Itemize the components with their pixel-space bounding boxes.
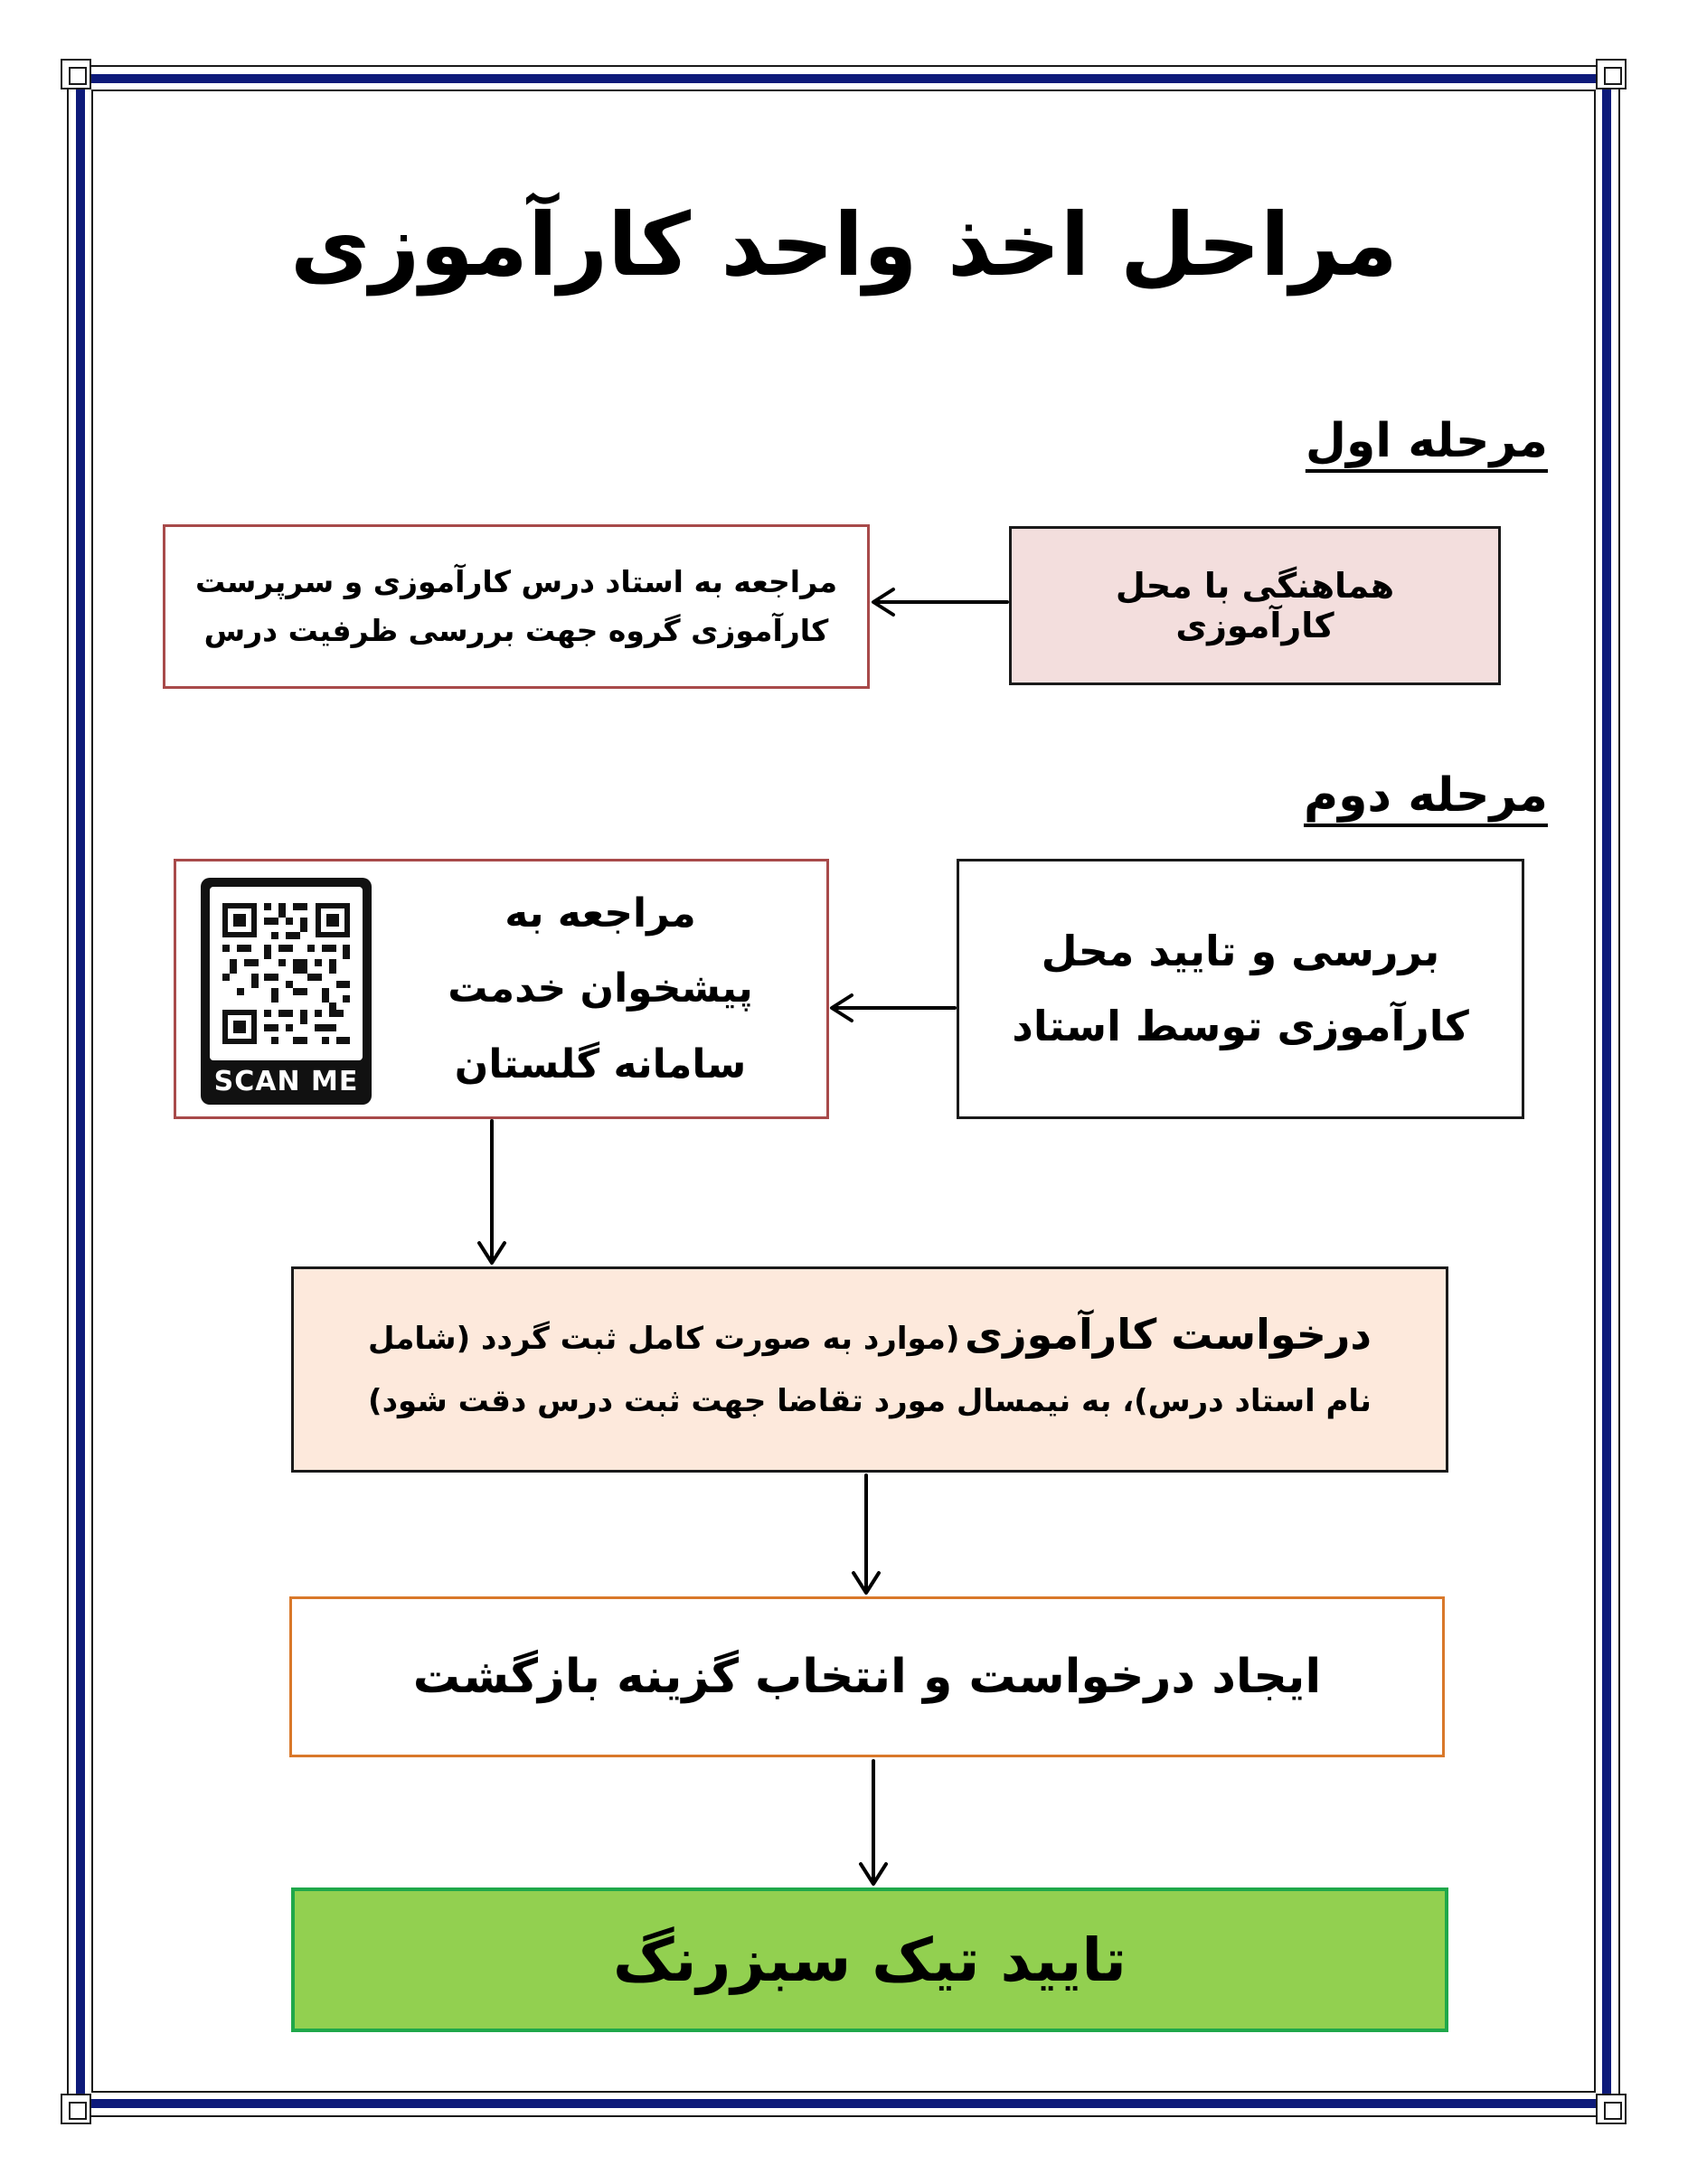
confirm-box [291, 1887, 1448, 2032]
step2-heading: مرحله دوم [1303, 768, 1548, 823]
frame-corner-bottom-right [1596, 2094, 1627, 2124]
qr-code[interactable] [201, 878, 372, 1105]
request-box [291, 1266, 1448, 1473]
step2-golestan-box [174, 859, 829, 1119]
frame-corner-bottom-left [61, 2094, 91, 2124]
step1-refer-text: مراجعه به استاد درس کارآموزی و سرپرست کارآموزی گروه جهت بررسی ظرفیت درس [194, 563, 838, 648]
step1-coordinate-box [1009, 526, 1501, 685]
frame-corner-top-left [61, 59, 91, 89]
frame-corner-top-right [1596, 59, 1627, 89]
request-note: (موارد به صورت کامل ثبت گردد (شامل نام استاد درس)، به نیمسال مورد تقاضا جهت ثبت درس دقت شود) [367, 1321, 1372, 1420]
step2-approve-box [957, 859, 1524, 1119]
step1-coordinate-text: هماهنگی با محل کارآموزی [1115, 566, 1395, 645]
request-title: درخواست کارآموزی [964, 1310, 1372, 1359]
create-request-box [289, 1596, 1445, 1757]
step1-heading: مرحله اول [1305, 414, 1548, 468]
step2-approve-text: بررسی و تایید محل کارآموزی توسط استاد [1012, 927, 1469, 1050]
step1-refer-box [163, 524, 870, 689]
create-request-text: ایجاد درخواست و انتخاب گزینه بازگشت [412, 1650, 1322, 1704]
qr-scan-label: SCAN ME [213, 1066, 359, 1097]
step2-golestan-text: مراجعه به پیشخوان خدمت سامانه گلستان [448, 890, 753, 1087]
step2-golestan-text-wrap [420, 861, 781, 1116]
confirm-text: تایید تیک سبزرنگ [613, 1925, 1127, 1995]
page-title: مراحل اخذ واحد کارآموزی [290, 194, 1398, 296]
